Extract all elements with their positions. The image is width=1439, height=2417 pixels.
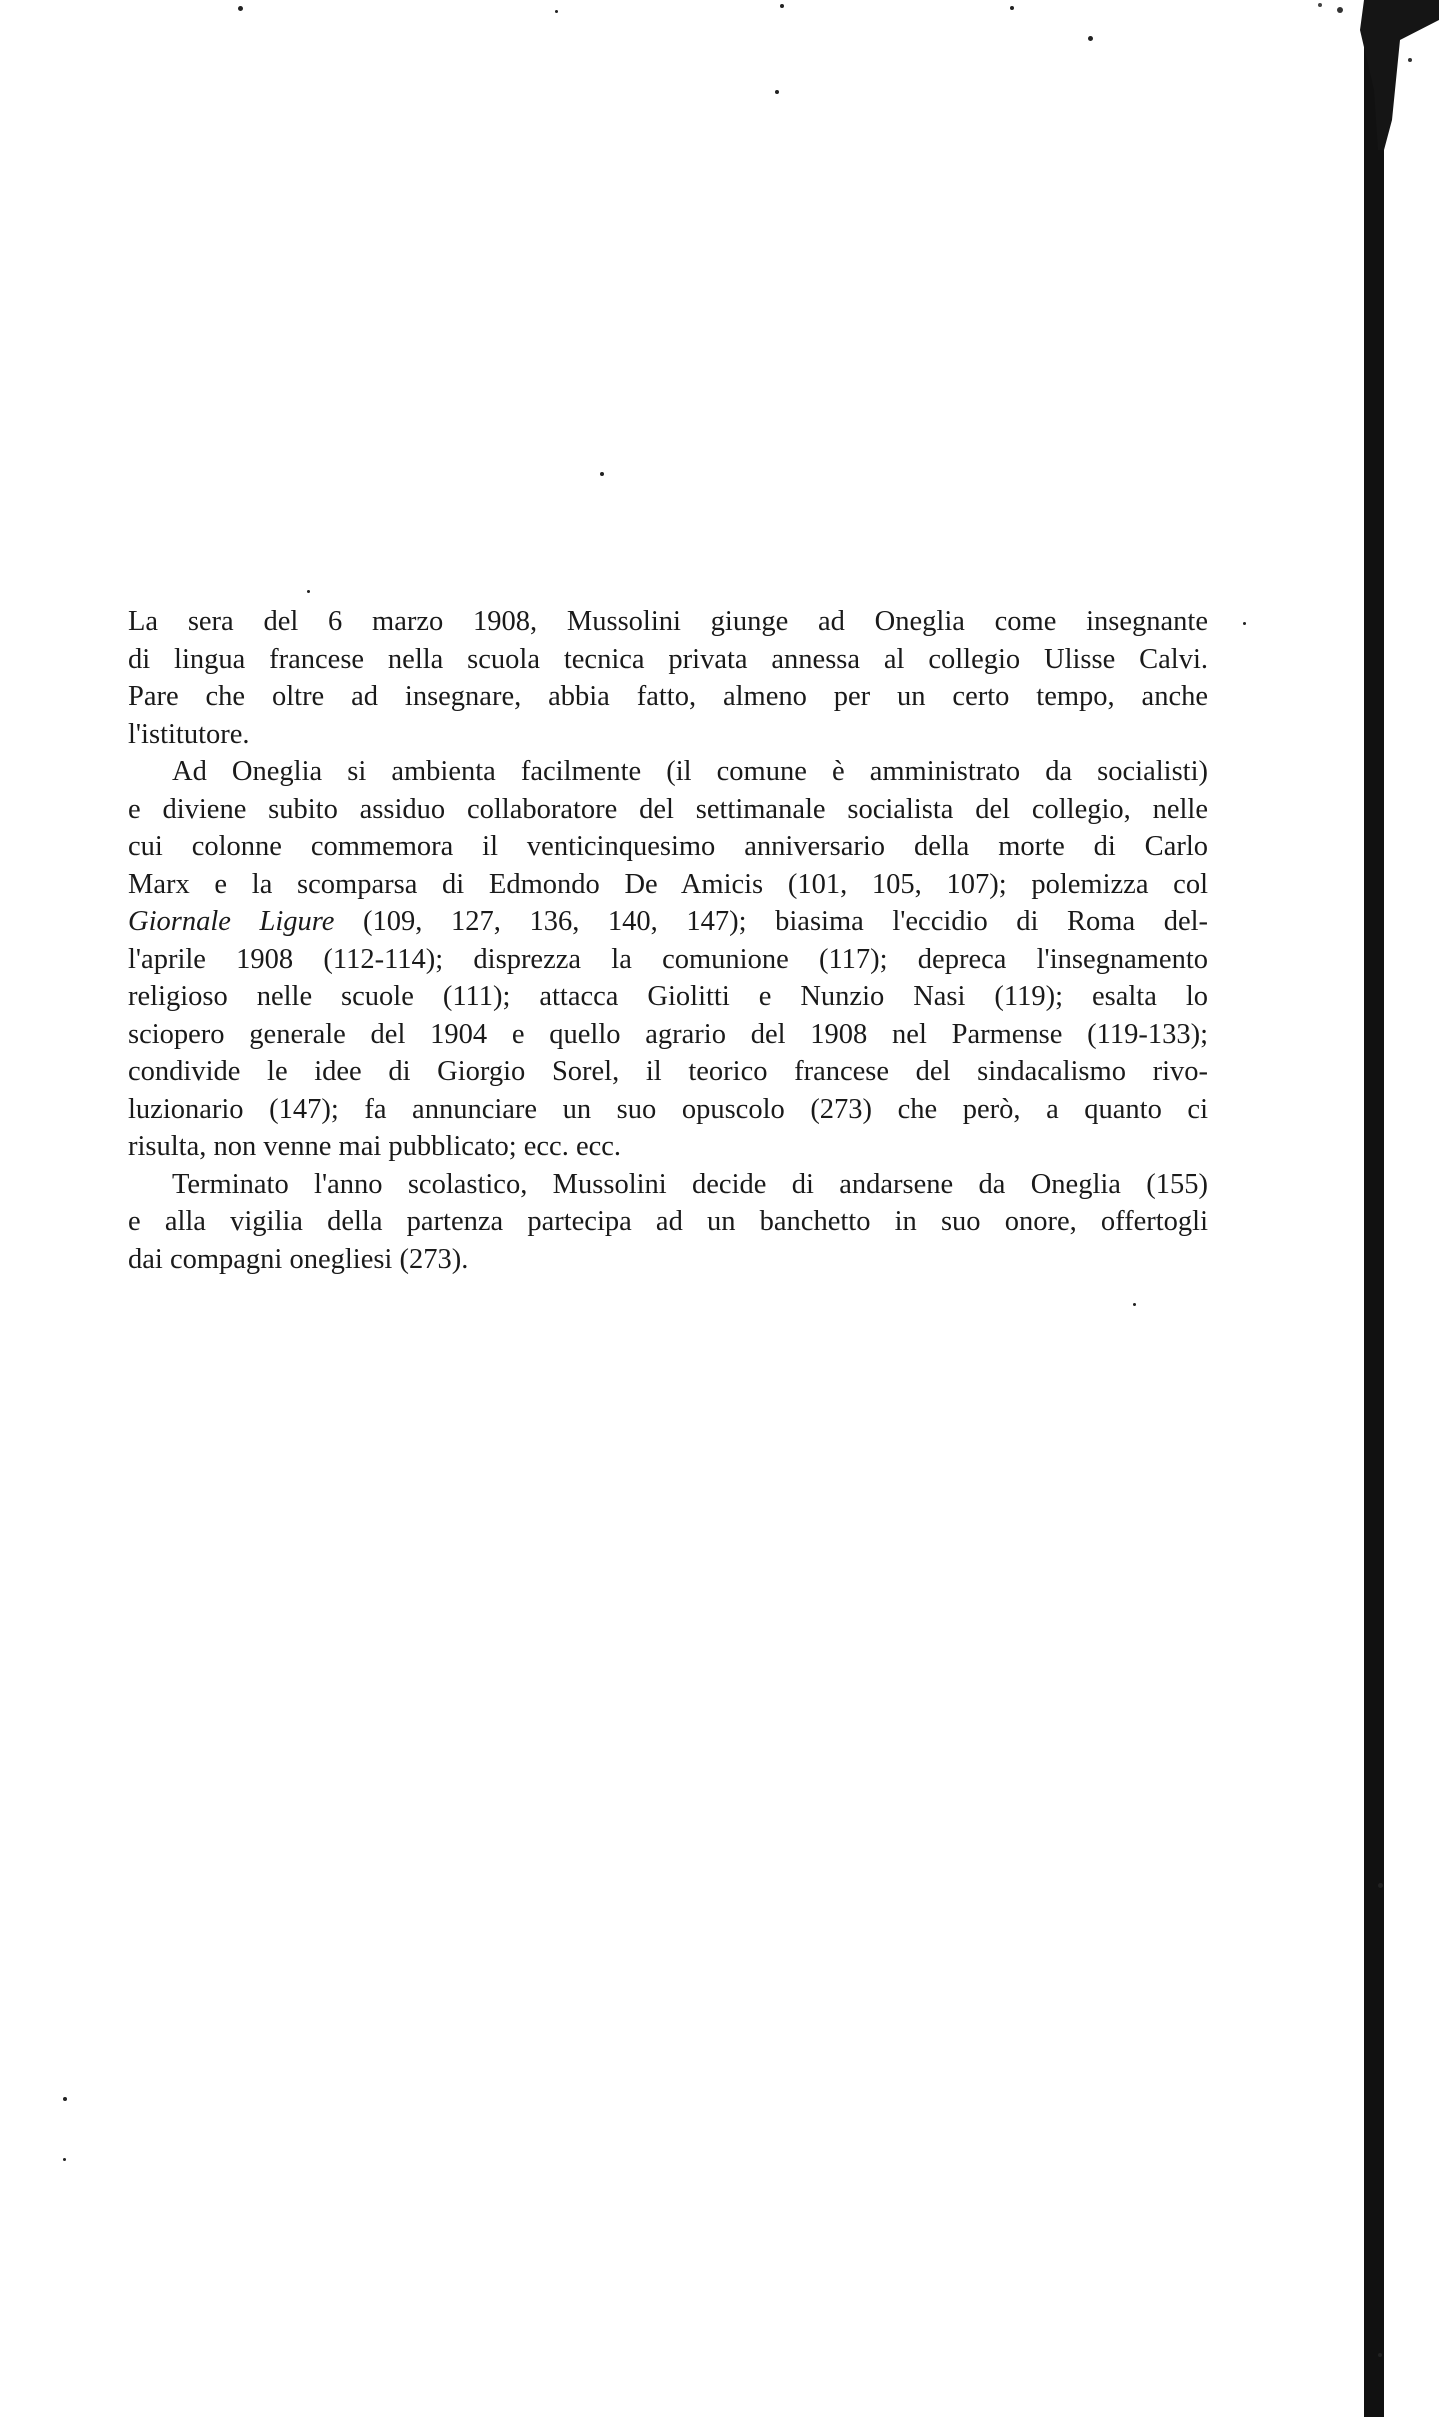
text-line: Marx e la scomparsa di Edmondo De Amicis (101, 105, 107); polemizza col <box>128 868 1208 900</box>
scan-edge-ink-splash <box>1300 0 1439 150</box>
text-line: La sera del 6 marzo 1908, Mussolini giunge ad Oneglia come insegnante <box>128 606 1208 637</box>
italic-title: Giornale Ligure <box>128 906 335 937</box>
scan-speck <box>780 4 784 8</box>
text-line: Pare che oltre ad insegnare, abbia fatto, almeno per un certo tempo, anche <box>128 681 1208 712</box>
scan-speck <box>63 2158 66 2161</box>
body-text <box>128 603 1208 1278</box>
text-line: risulta, non venne mai pubblicato; ecc. ecc. <box>128 1131 622 1162</box>
text-line: luzionario (147); fa annunciare un suo opuscolo (273) che però, a quanto ci <box>128 1093 1208 1125</box>
text-line: e diviene subito assiduo collaboratore del settimanale socialista del collegio, nelle <box>128 793 1208 825</box>
scan-speck <box>1010 6 1014 10</box>
paragraph-2 <box>128 753 1208 1166</box>
scan-speck <box>307 590 310 593</box>
text-line: Terminato l'anno scolastico, Mussolini decide di andarsene da Oneglia (155) <box>172 1168 1208 1200</box>
scan-speck <box>1378 2353 1382 2357</box>
text-line: l'aprile 1908 (112-114); disprezza la comunione (117); depreca l'insegnamento <box>128 943 1208 975</box>
text-line: sciopero generale del 1904 e quello agrario del 1908 nel Parmense (119-133); <box>128 1018 1208 1050</box>
scan-speck <box>600 472 604 476</box>
scan-speck <box>238 6 243 11</box>
paragraph-3 <box>128 1166 1208 1279</box>
text-line-rest: (109, 127, 136, 140, 147); biasima l'eccidio di Roma del- <box>363 906 1209 937</box>
text-line: religioso nelle scuole (111); attacca Giolitti e Nunzio Nasi (119); esalta lo <box>128 981 1208 1012</box>
text-line: di lingua francese nella scuola tecnica privata annessa al collegio Ulisse Calvi. <box>128 643 1208 675</box>
scan-speck <box>63 2097 67 2101</box>
scan-speck <box>775 90 779 94</box>
text-line: cui colonne commemora il venticinquesimo anniversario della morte di Carlo <box>128 831 1208 862</box>
text-line: condivide le idee di Giorgio Sorel, il teorico francese del sindacalismo rivo- <box>128 1056 1208 1087</box>
scan-speck <box>1088 36 1093 41</box>
text-line: Ad Oneglia si ambienta facilmente (il comune è amministrato da socialisti) <box>172 756 1208 787</box>
scan-speck <box>1133 1303 1136 1306</box>
text-line: dai compagni onegliesi (273). <box>128 1243 469 1275</box>
text-line: e alla vigilia della partenza partecipa ad un banchetto in suo onore, offertogli <box>128 1206 1208 1237</box>
scan-edge-shadow <box>1364 0 1384 2417</box>
paragraph-1 <box>128 603 1208 753</box>
scan-speck <box>1378 1883 1383 1888</box>
text-line: l'istitutore. <box>128 718 250 750</box>
scan-speck <box>555 10 558 13</box>
text-line <box>128 903 1208 941</box>
scan-speck <box>1243 622 1246 625</box>
